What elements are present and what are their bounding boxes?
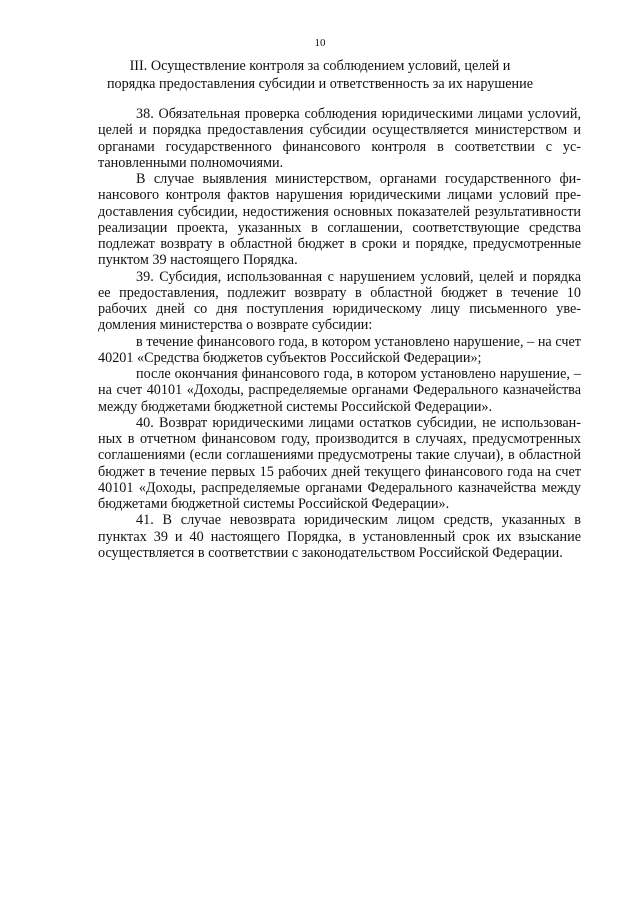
- paragraph-39-after-year: после окончания финансового года, в котором установлено нарушение, – на счет 40101 «Доходы, распределяемые органами Федерального казначейства между бюджетами бюджетной системы Российской Федерации».: [98, 366, 581, 415]
- page-number: 10: [314, 37, 326, 49]
- paragraph-40: 40. Возврат юридическими лицами остатков субсидии, не использованных в отчетном финансовом году, производится в случаях, предусмотренных соглашениями (если соглашениями предусмотрены такие случаи), в областной бюджет в течение первых 15 рабочих дней текущего финансового года на счет 40101 «Доходы, распределяемые органами Федерального казначейства между бюджетами бюджетной системы Российской Федерации».: [98, 414, 581, 512]
- paragraph-38: 38. Обязательная проверка соблюдения юридическими лицами услоvий, целей и порядка предоставления субсидии осуществляется министерством и органами государственного финансового контроля в соответствии с установленными полномочиями.: [98, 106, 581, 171]
- section-title-line-2: порядка предоставления субсидии и ответственность за их нарушение: [106, 76, 534, 92]
- section-title: [60, 57, 580, 93]
- paragraph-39: 39. Субсидия, использованная с нарушением условий, целей и порядка ее предоставления, подлежит возврату в областной бюджет в течение 10 рабочих дней со дня поступления юридическому лицу письменного уведомления министерства о возврате субсидии:: [98, 268, 581, 334]
- paragraph-41: 41. В случае невозврата юридическим лицом средств, указанных в пунктах 39 и 40 настоящего Порядка, в установленный срок их взыскание осуществляется в соответствии с законодательством Российской Федерации.: [98, 512, 581, 561]
- section-title-line-1: III. Осуществление контроля за соблюдением условий, целей и: [129, 58, 511, 74]
- document-body: [98, 106, 581, 561]
- paragraph-39-current-year: в течение финансового года, в котором установлено нарушение, – на счет 40201 «Средства бюджетов субъектов Российской Федерации»;: [98, 333, 581, 366]
- paragraph-38-continuation: В случае выявления министерством, органами государственного финансового контроля фактов нарушения юридическими лицами условий предоставления субсидии, недостижения основных показателей результативности реализации проекта, указанных в соглашении, соответствующие средства подлежат возврату в областной бюджет в сроки и порядке, предусмотренные пунктом 39 настоящего Порядка.: [98, 171, 581, 269]
